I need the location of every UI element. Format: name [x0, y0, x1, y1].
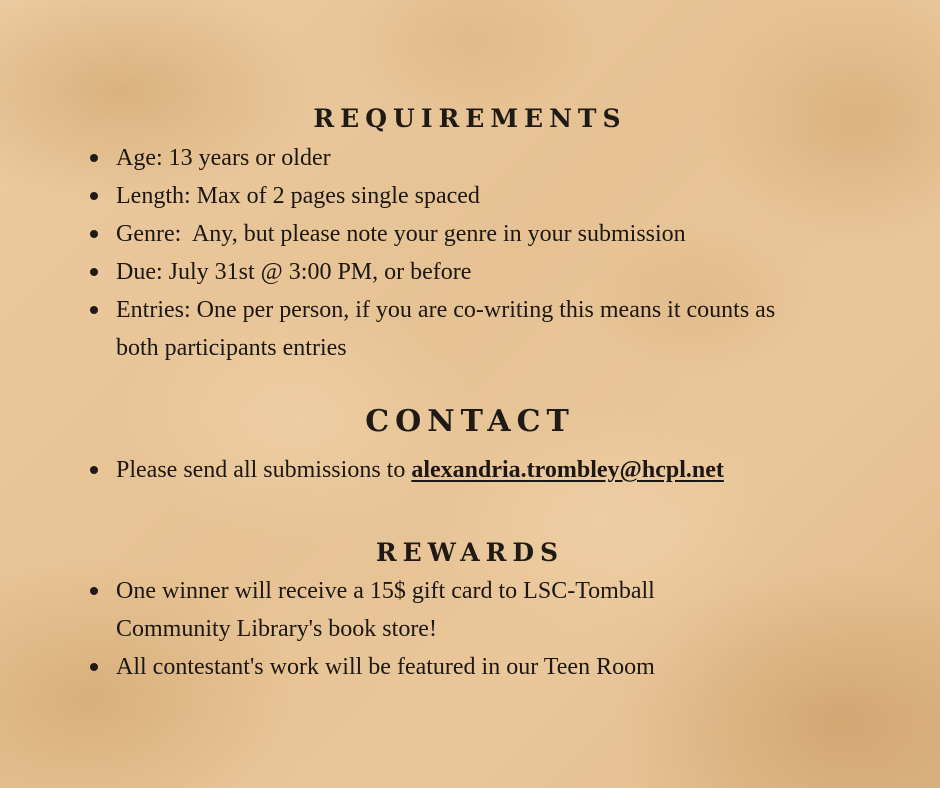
bullet-icon — [90, 587, 98, 595]
list-item — [90, 253, 850, 291]
bullet-icon — [90, 466, 98, 474]
reward-gift-card: One winner will receive a 15$ gift card to LSC-Tomball Community Library's book store! — [116, 578, 655, 642]
list-item — [90, 139, 850, 177]
contact-text: Please send all submissions to — [116, 457, 412, 483]
contact-list — [90, 451, 850, 489]
contact-heading: CONTACT — [365, 404, 575, 439]
list-item — [90, 177, 850, 215]
list-item — [90, 572, 850, 648]
bullet-icon — [90, 306, 98, 314]
requirements-heading: REQUIREMENTS — [313, 104, 627, 133]
list-item — [90, 451, 850, 489]
requirement-entries: Entries: One per person, if you are co-writing this means it counts as both participants entries — [116, 297, 776, 361]
requirements-list — [90, 139, 850, 367]
bullet-icon — [90, 154, 98, 162]
list-item — [90, 215, 850, 253]
list-item — [90, 648, 850, 686]
requirement-genre: Genre: Any, but please note your genre in your submission — [116, 221, 686, 247]
rewards-list — [90, 572, 850, 686]
bullet-icon — [90, 268, 98, 276]
reward-feature: All contestant's work will be featured in our Teen Room — [116, 654, 655, 680]
bullet-icon — [90, 192, 98, 200]
bullet-icon — [90, 663, 98, 671]
list-item — [90, 291, 850, 367]
requirement-due: Due: July 31st @ 3:00 PM, or before — [116, 259, 472, 285]
email-link[interactable]: alexandria.trombley@hcpl.net — [411, 457, 724, 483]
requirement-length: Length: Max of 2 pages single spaced — [116, 183, 480, 209]
rewards-heading: REWARDS — [375, 538, 565, 567]
requirement-age: Age: 13 years or older — [116, 145, 331, 171]
bullet-icon — [90, 230, 98, 238]
